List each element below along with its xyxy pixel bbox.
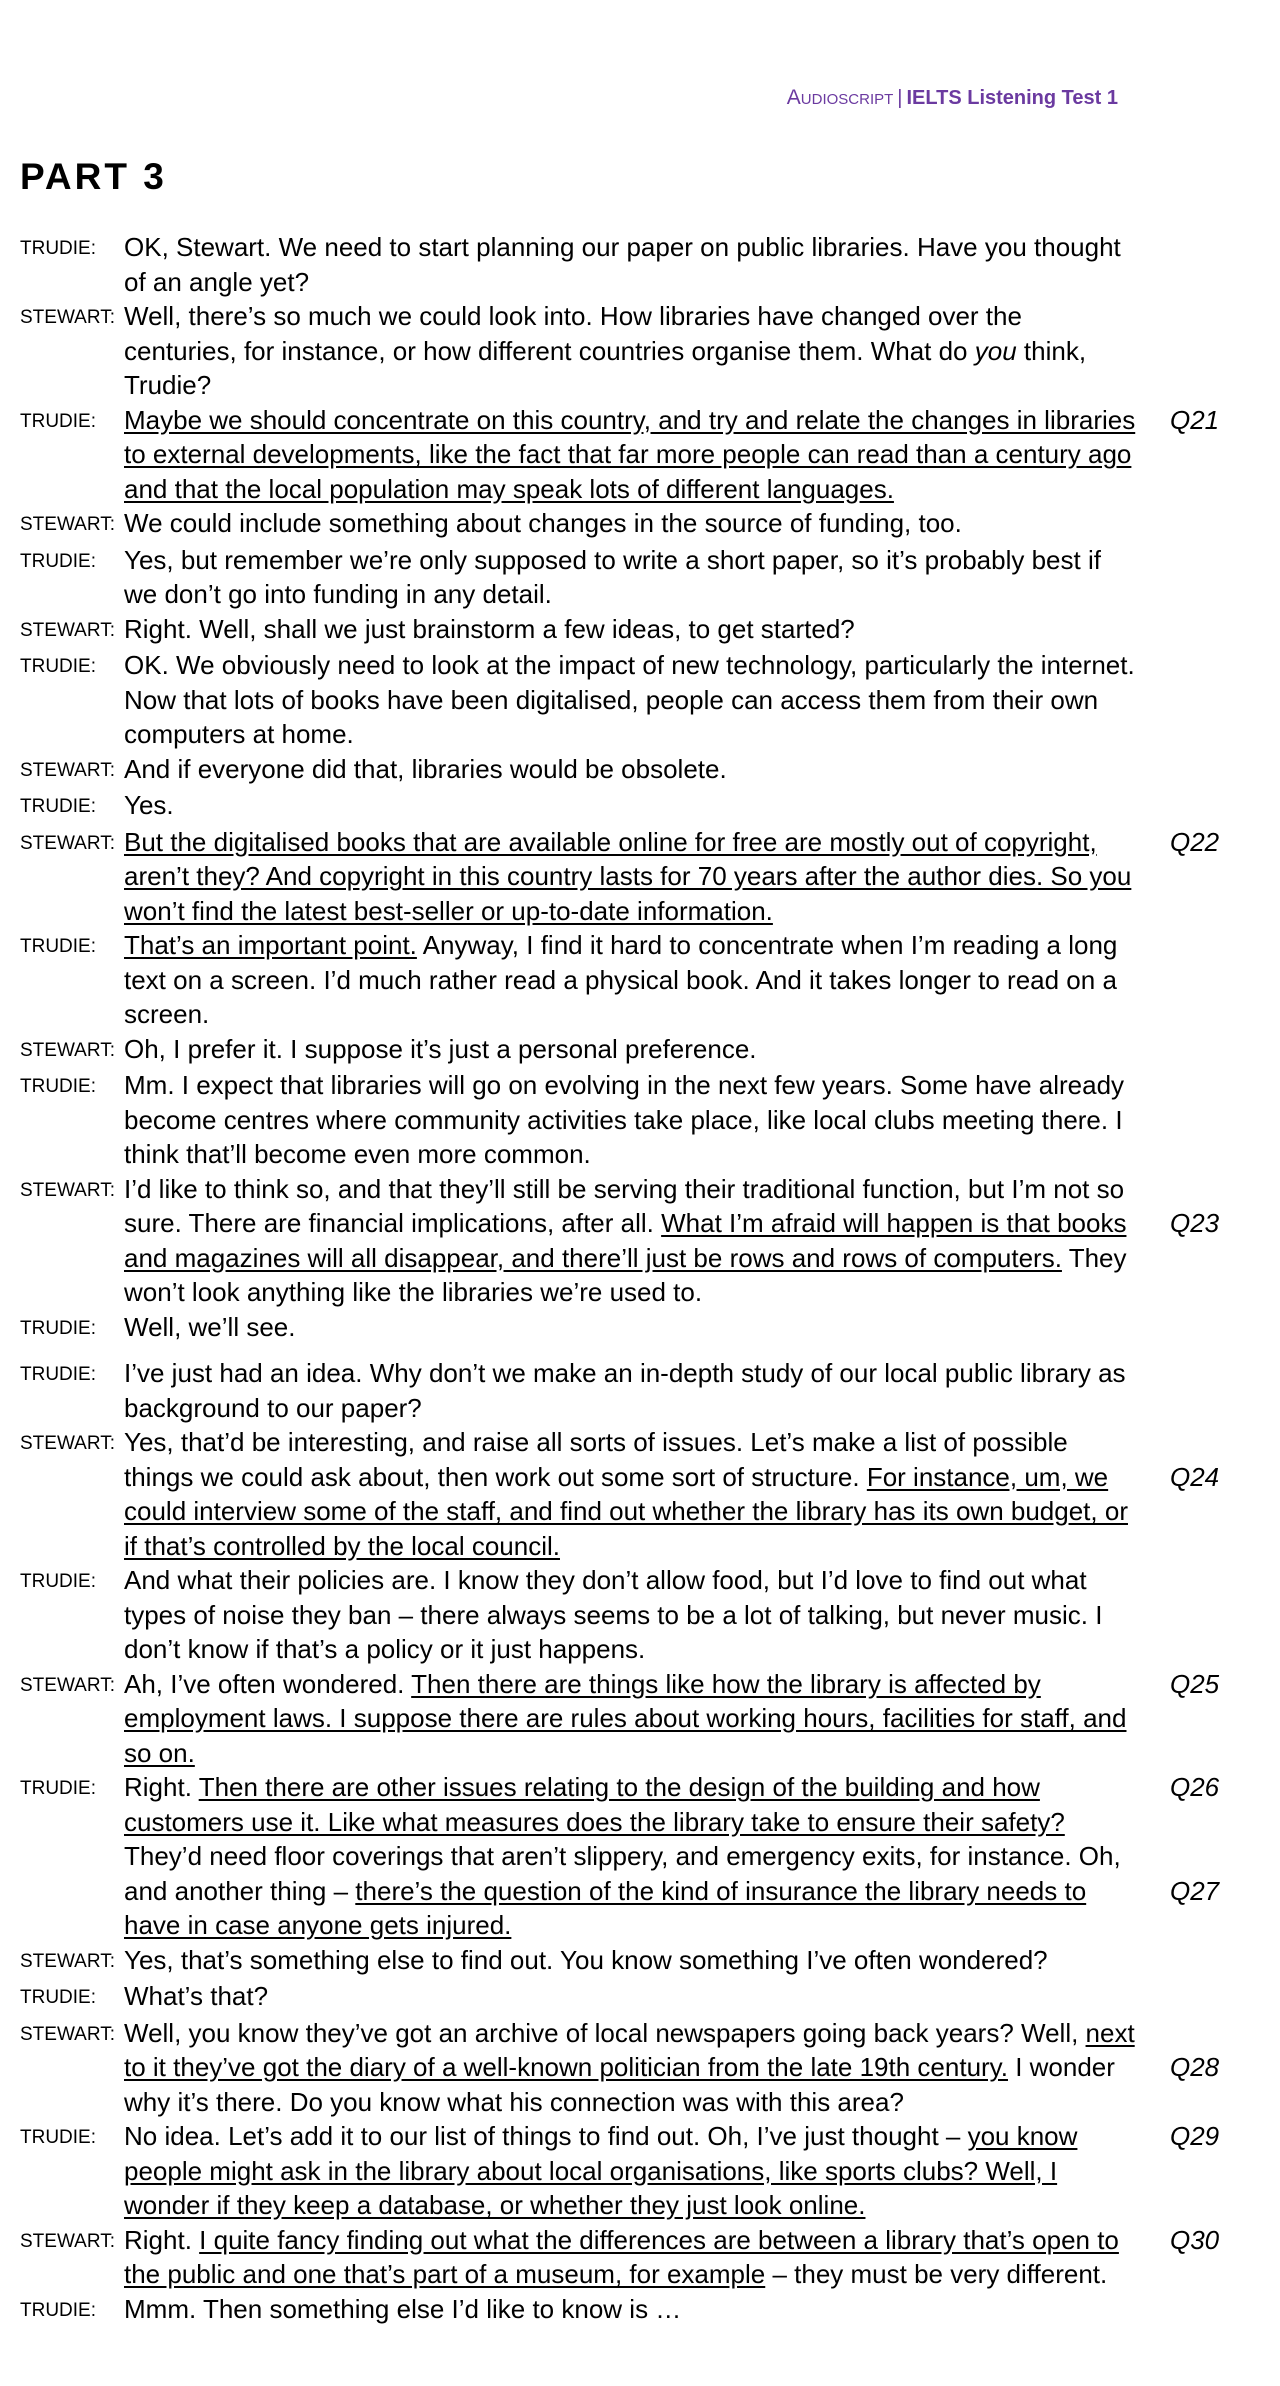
text-segment: Yes, that’s something else to find out. You know something I’ve often wondered? bbox=[124, 1944, 1048, 1975]
text-segment: Yes, but remember we’re only supposed to write a short paper, so it’s probably best if we don’t go into funding in any detail. bbox=[124, 544, 1101, 609]
speaker-label: TRUDIE: bbox=[20, 1364, 96, 1385]
part-title: PART 3 bbox=[20, 156, 167, 197]
answer-highlight: That’s an important point. bbox=[124, 930, 417, 960]
speaker-label: STEWART: bbox=[20, 1433, 116, 1454]
speaker-label: STEWART: bbox=[20, 759, 116, 781]
question-number: Q26 bbox=[1170, 1772, 1220, 1802]
text-segment: think, Trudie? bbox=[124, 335, 1087, 400]
dialogue-turn bbox=[0, 825, 1280, 929]
text-segment: They’d need floor coverings that aren’t slippery, and emergency exits, for instance. Oh, and another thing – bbox=[124, 1841, 1121, 1906]
text-segment: I’d like to think so, and that they’ll still be serving their traditional function, but I’m not so sure. There are financial implications, after all. bbox=[124, 1173, 1125, 1238]
speaker-label: STEWART: bbox=[20, 514, 116, 535]
dialogue-turn bbox=[0, 2223, 1280, 2292]
dialogue-text bbox=[124, 1770, 1136, 1943]
dialogue-turn bbox=[0, 230, 1280, 299]
text-segment: And what their policies are. I know they don’t allow food, but I’d love to find out what types of noise they ban – there always seems to be a lot of talking, but never music. I don’t know if that’s a policy or it just happens. bbox=[124, 1565, 1103, 1664]
question-number: Q29 bbox=[1170, 2121, 1220, 2151]
text-segment: Right. bbox=[124, 2224, 200, 2255]
speaker-label: TRUDIE: bbox=[20, 1317, 96, 1339]
dialogue-text bbox=[124, 648, 1136, 752]
speaker-label: TRUDIE: bbox=[20, 2127, 96, 2148]
dialogue-turn bbox=[0, 928, 1280, 1032]
text-segment: Ah, I’ve often wondered. bbox=[124, 1668, 412, 1699]
dialogue-turn bbox=[0, 543, 1280, 612]
question-number: Q27 bbox=[1170, 1875, 1220, 1906]
dialogue-turn bbox=[0, 2292, 1280, 2329]
dialogue-text bbox=[124, 2292, 1136, 2327]
answer-highlight: I quite fancy finding out what the differences are between a library that’s open to the public and one that’s part of a museum, for example bbox=[124, 2224, 1119, 2289]
dialogue-text bbox=[124, 928, 1136, 1032]
speaker-label: TRUDIE: bbox=[20, 1778, 96, 1799]
text-segment: What’s that? bbox=[124, 1981, 269, 2011]
text-segment: We could include something about changes in the source of funding, too. bbox=[124, 508, 962, 538]
dialogue-turn bbox=[0, 648, 1280, 752]
dialogue-turn bbox=[0, 612, 1280, 649]
dialogue-text bbox=[124, 1068, 1136, 1172]
text-segment: Well, we’ll see. bbox=[124, 1311, 296, 1342]
text-segment: And if everyone did that, libraries would be obsolete. bbox=[124, 753, 727, 784]
dialogue-text bbox=[124, 2016, 1136, 2120]
dialogue-text bbox=[124, 543, 1136, 612]
dialogue-turn bbox=[0, 1068, 1280, 1172]
dialogue-turn bbox=[0, 1667, 1280, 1771]
speaker-label: TRUDIE: bbox=[20, 2299, 96, 2321]
question-number: Q23 bbox=[1170, 1208, 1220, 1238]
dialogue-turn bbox=[0, 2119, 1280, 2223]
dialogue-text bbox=[124, 1425, 1136, 1563]
text-segment: Oh, I prefer it. I suppose it’s just a personal preference. bbox=[124, 1033, 757, 1064]
question-number: Q24 bbox=[1170, 1461, 1220, 1492]
text-segment: – they must be very different. bbox=[765, 2259, 1108, 2289]
dialogue-text bbox=[124, 1310, 1136, 1345]
dialogue-text bbox=[124, 752, 1136, 787]
text-segment: Well, you know they’ve got an archive of local newspapers going back years? Well, bbox=[124, 2017, 1086, 2048]
speaker-label: TRUDIE: bbox=[20, 936, 96, 957]
page-header bbox=[787, 86, 1118, 110]
text-segment: Right. Well, shall we just brainstorm a few ideas, to get started? bbox=[124, 613, 855, 644]
speaker-label: STEWART: bbox=[20, 619, 116, 641]
speaker-label: STEWART: bbox=[20, 2230, 116, 2252]
speaker-label: STEWART: bbox=[20, 1179, 116, 1201]
dialogue-text bbox=[124, 788, 1136, 823]
speaker-label: STEWART: bbox=[20, 1674, 116, 1696]
dialogue-text bbox=[124, 230, 1136, 299]
answer-highlight: What I’m afraid will happen is that books and magazines will all disappear, and there’ll just be rows and rows of computers. bbox=[124, 1208, 1127, 1273]
dialogue-text bbox=[124, 1032, 1136, 1067]
text-segment: Mm. I expect that libraries will go on evolving in the next few years. Some have already become centres where community activities take place, like local clubs meeting there. I think that’ll become even more common. bbox=[124, 1070, 1125, 1169]
speaker-label: TRUDIE: bbox=[20, 550, 96, 572]
dialogue-turn bbox=[0, 1310, 1280, 1347]
answer-highlight: you know people might ask in the library about local organisations, like sports clubs? Well, I wonder if they keep a database, or whether they just look online. bbox=[124, 2121, 1078, 2220]
dialogue-text bbox=[124, 2119, 1136, 2223]
dialogue-turn bbox=[0, 752, 1280, 789]
text-segment: Right. bbox=[124, 1772, 199, 1802]
text-segment: Yes, that’d be interesting, and raise all sorts of issues. Let’s make a list of possible things we could ask about, then work out some sort of structure. bbox=[124, 1427, 1068, 1492]
text-segment: I’ve just had an idea. Why don’t we make an in-depth study of our local public library as background to our paper? bbox=[124, 1358, 1126, 1423]
speaker-label: STEWART: bbox=[20, 1039, 116, 1061]
audioscript-label: Audioscript bbox=[786, 86, 894, 109]
dialogue-text bbox=[124, 1667, 1136, 1771]
speaker-label: TRUDIE: bbox=[20, 238, 96, 259]
header-separator: | bbox=[897, 87, 903, 109]
text-segment: No idea. Let’s add it to our list of things to find out. Oh, I’ve just thought – bbox=[124, 2121, 968, 2151]
question-number: Q28 bbox=[1170, 2052, 1220, 2082]
answer-highlight: there’s the question of the kind of insurance the library needs to have in case anyone gets injured. bbox=[124, 1875, 1087, 1940]
text-segment: you bbox=[974, 335, 1017, 366]
speaker-label: TRUDIE: bbox=[20, 1987, 96, 2008]
dialogue-turn bbox=[0, 1563, 1280, 1667]
speaker-label: TRUDIE: bbox=[20, 796, 96, 817]
dialogue-turn bbox=[0, 1770, 1280, 1943]
transcript bbox=[0, 230, 1280, 2328]
text-segment: They won’t look anything like the libraries we’re used to. bbox=[124, 1242, 1127, 1307]
text-segment: Anyway, I find it hard to concentrate when I’m reading a long text on a screen. I’d much rather read a physical book. And it takes longer to read on a screen. bbox=[124, 930, 1118, 1029]
dialogue-turn bbox=[0, 1425, 1280, 1563]
dialogue-turn bbox=[0, 1943, 1280, 1980]
dialogue-turn bbox=[0, 403, 1280, 507]
answer-highlight: But the digitalised books that are available online for free are mostly out of copyright, aren’t they? And copyright in this country lasts for 70 years after the author dies. So you won’t find the latest best-seller or up-to-date information. bbox=[124, 826, 1132, 926]
speaker-label: TRUDIE: bbox=[20, 410, 96, 432]
dialogue-turn bbox=[0, 1172, 1280, 1310]
dialogue-text bbox=[124, 825, 1136, 929]
dialogue-text bbox=[124, 403, 1136, 507]
answer-highlight: next to it they’ve got the diary of a well-known politician from the late 19th century. bbox=[124, 2017, 1135, 2082]
text-segment: OK, Stewart. We need to start planning our paper on public libraries. Have you thought of an angle yet? bbox=[124, 232, 1121, 297]
answer-highlight: Then there are things like how the library is affected by employment laws. I suppose there are rules about working hours, facilities for staff, and so on. bbox=[124, 1668, 1127, 1768]
dialogue-turn bbox=[0, 299, 1280, 403]
answer-highlight: Then there are other issues relating to the design of the building and how customers use it. Like what measures does the library take to ensure their safety? bbox=[124, 1772, 1065, 1837]
dialogue-turn bbox=[0, 1032, 1280, 1069]
dialogue-turn bbox=[0, 506, 1280, 543]
speaker-label: STEWART: bbox=[20, 832, 116, 854]
text-segment: OK. We obviously need to look at the impact of new technology, particularly the internet. Now that lots of books have been digitalised, people can access them from their own computers at home. bbox=[124, 650, 1135, 749]
dialogue-text bbox=[124, 506, 1136, 541]
dialogue-text bbox=[124, 1943, 1136, 1978]
text-segment: I wonder why it’s there. Do you know what his connection was with this area? bbox=[124, 2052, 1115, 2117]
text-segment: Yes. bbox=[124, 790, 174, 820]
dialogue-turn bbox=[0, 1356, 1280, 1425]
dialogue-turn bbox=[0, 1979, 1280, 2016]
answer-highlight: For instance, um, we could interview some of the staff, and find out whether the library has its own budget, or if that’s controlled by the local council. bbox=[124, 1461, 1128, 1561]
speaker-label: STEWART: bbox=[20, 307, 116, 328]
dialogue-turn bbox=[0, 788, 1280, 825]
question-number: Q22 bbox=[1170, 826, 1220, 857]
dialogue-turn bbox=[0, 2016, 1280, 2120]
speaker-label: TRUDIE: bbox=[20, 1571, 96, 1592]
text-segment: Well, there’s so much we could look into. How libraries have changed over the centuries, for instance, or how different countries organise them. What do bbox=[124, 301, 1022, 366]
speaker-label: STEWART: bbox=[20, 2023, 116, 2045]
speaker-label: TRUDIE: bbox=[20, 656, 96, 677]
speaker-label: STEWART: bbox=[20, 1950, 116, 1972]
test-title: IELTS Listening Test 1 bbox=[906, 87, 1118, 109]
dialogue-text bbox=[124, 1172, 1136, 1310]
question-number: Q30 bbox=[1170, 2224, 1220, 2255]
question-number: Q25 bbox=[1170, 1668, 1220, 1699]
dialogue-text bbox=[124, 1563, 1136, 1667]
dialogue-text bbox=[124, 1356, 1136, 1425]
question-number: Q21 bbox=[1170, 404, 1220, 435]
dialogue-text bbox=[124, 2223, 1136, 2292]
text-segment: Mmm. Then something else I’d like to know is … bbox=[124, 2293, 682, 2324]
dialogue-text bbox=[124, 299, 1136, 403]
dialogue-text bbox=[124, 1979, 1136, 2014]
dialogue-text bbox=[124, 612, 1136, 647]
answer-highlight: Maybe we should concentrate on this country, and try and relate the changes in libraries to external developments, like the fact that far more people can read than a century ago and that the local population may speak lots of different languages. bbox=[124, 404, 1136, 504]
speaker-label: TRUDIE: bbox=[20, 1076, 96, 1097]
